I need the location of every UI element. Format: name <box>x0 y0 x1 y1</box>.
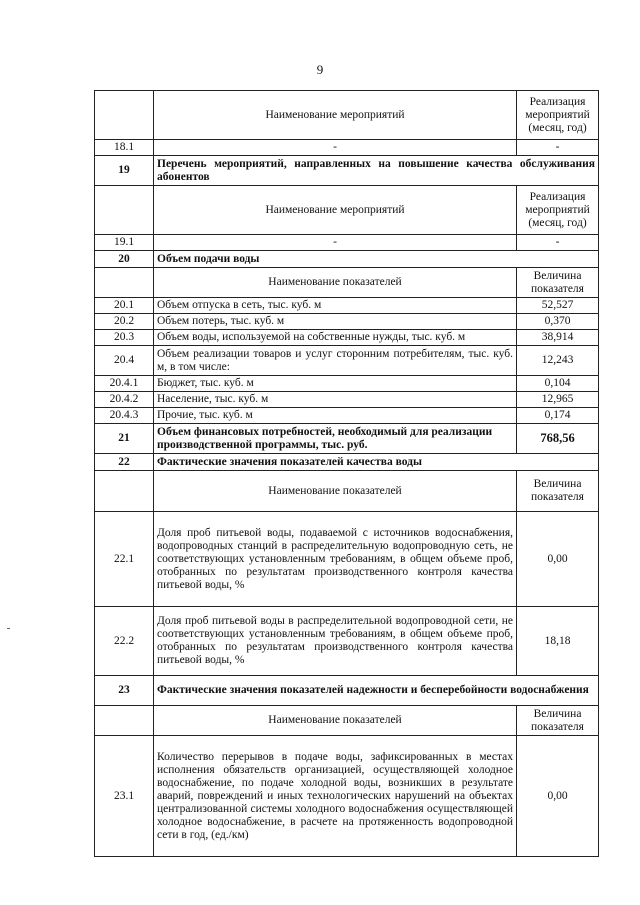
row-num: 23.1 <box>95 736 154 857</box>
row-value: - <box>517 235 599 251</box>
header-num-cell <box>95 706 154 736</box>
row-value: 0,00 <box>517 512 599 607</box>
table-row <box>95 330 599 346</box>
section-num: 22 <box>95 454 154 471</box>
section-row <box>95 156 599 186</box>
row-name: Количество перерывов в подаче воды, зафиксированных в местах исполнения обязательств организацией, осуществляющей холодное водоснабжение, по подаче холодной воды, возникших в результате аварий, повреждений и иных технологических нарушений на объектах централизованной системы холодного водоснабжения осуществляющей холодное водоснабжение, в расчете на протяженность водопроводной сети в год, (ед./км) <box>154 736 517 857</box>
table-row <box>95 408 599 424</box>
row-name: Объем воды, используемой на собственные нужды, тыс. куб. м <box>154 330 517 346</box>
row-name: Доля проб питьевой воды в распределительной водопроводной сети, не соответствующих установленным требованиям, в общем объеме проб, отобранных по результатам производственного контроля качества питьевой воды, % <box>154 607 517 676</box>
row-num: 20.3 <box>95 330 154 346</box>
table-header-row <box>95 91 599 140</box>
table-row <box>95 346 599 376</box>
row-value: 52,527 <box>517 298 599 314</box>
table-row <box>95 314 599 330</box>
row-name: - <box>154 140 517 156</box>
table-row <box>95 607 599 676</box>
header-name-cell: Наименование мероприятий <box>154 186 517 235</box>
row-name: Прочие, тыс. куб. м <box>154 408 517 424</box>
header-num-cell <box>95 471 154 512</box>
row-name: Объем реализации товаров и услуг сторонним потребителям, тыс. куб. м, в том числе: <box>154 346 517 376</box>
section-title: Фактические значения показателей надежности и бесперебойности водоснабжения <box>154 676 599 706</box>
row-name: Доля проб питьевой воды, подаваемой с источников водоснабжения, водопроводных станций в распределительную водопроводную сеть, не соответствующих установленным требованиям, в общем объеме проб, отобранных по результатам производственного контроля качества питьевой воды, % <box>154 512 517 607</box>
table-header-row <box>95 186 599 235</box>
section-row <box>95 454 599 471</box>
row-value: 0,174 <box>517 408 599 424</box>
row-num: 22.1 <box>95 512 154 607</box>
header-num-cell <box>95 186 154 235</box>
row-value: 12,965 <box>517 392 599 408</box>
table-header-row <box>95 471 599 512</box>
section-num: 23 <box>95 676 154 706</box>
table-header-row <box>95 706 599 736</box>
table-row <box>95 235 599 251</box>
row-value: 18,18 <box>517 607 599 676</box>
row-num: 18.1 <box>95 140 154 156</box>
row-value: 0,104 <box>517 376 599 392</box>
header-value-cell: Величина показателя <box>517 471 599 512</box>
section-title: Фактические значения показателей качества воды <box>154 454 599 471</box>
section-num: 21 <box>95 424 154 454</box>
row-value: 0,370 <box>517 314 599 330</box>
row-name: Бюджет, тыс. куб. м <box>154 376 517 392</box>
row-num: 19.1 <box>95 235 154 251</box>
scan-mark <box>7 628 10 629</box>
section-row <box>95 676 599 706</box>
production-program-table <box>94 90 599 857</box>
row-name: - <box>154 235 517 251</box>
row-value: 38,914 <box>517 330 599 346</box>
header-value-cell: Реализация мероприятий (месяц, год) <box>517 91 599 140</box>
header-num-cell <box>95 268 154 298</box>
section-title: Объем подачи воды <box>154 251 599 268</box>
header-name-cell: Наименование показателей <box>154 471 517 512</box>
header-num-cell <box>95 91 154 140</box>
row-num: 22.2 <box>95 607 154 676</box>
table-row <box>95 298 599 314</box>
table-row <box>95 392 599 408</box>
row-value: 12,243 <box>517 346 599 376</box>
header-name-cell: Наименование показателей <box>154 706 517 736</box>
table-row <box>95 376 599 392</box>
row-value: 0,00 <box>517 736 599 857</box>
row-value: - <box>517 140 599 156</box>
section-num: 20 <box>95 251 154 268</box>
row-num: 20.4.2 <box>95 392 154 408</box>
table-row <box>95 140 599 156</box>
row-name: Объем отпуска в сеть, тыс. куб. м <box>154 298 517 314</box>
row-num: 20.4 <box>95 346 154 376</box>
section-row <box>95 424 599 454</box>
header-name-cell: Наименование мероприятий <box>154 91 517 140</box>
row-num: 20.4.1 <box>95 376 154 392</box>
section-row <box>95 251 599 268</box>
section-title: Перечень мероприятий, направленных на повышение качества обслуживания абонентов <box>154 156 599 186</box>
header-name-cell: Наименование показателей <box>154 268 517 298</box>
header-value-cell: Величина показателя <box>517 268 599 298</box>
table-row <box>95 736 599 857</box>
row-name: Объем потерь, тыс. куб. м <box>154 314 517 330</box>
table-row <box>95 512 599 607</box>
header-value-cell: Величина показателя <box>517 706 599 736</box>
page-number: 9 <box>316 62 324 77</box>
row-name: Население, тыс. куб. м <box>154 392 517 408</box>
section-num: 19 <box>95 156 154 186</box>
header-value-cell: Реализация мероприятий (месяц, год) <box>517 186 599 235</box>
row-num: 20.2 <box>95 314 154 330</box>
section-value: 768,56 <box>517 424 599 454</box>
row-num: 20.4.3 <box>95 408 154 424</box>
table-header-row <box>95 268 599 298</box>
section-title: Объем финансовых потребностей, необходимый для реализации производственной программы, тыс. руб. <box>154 424 517 454</box>
row-num: 20.1 <box>95 298 154 314</box>
